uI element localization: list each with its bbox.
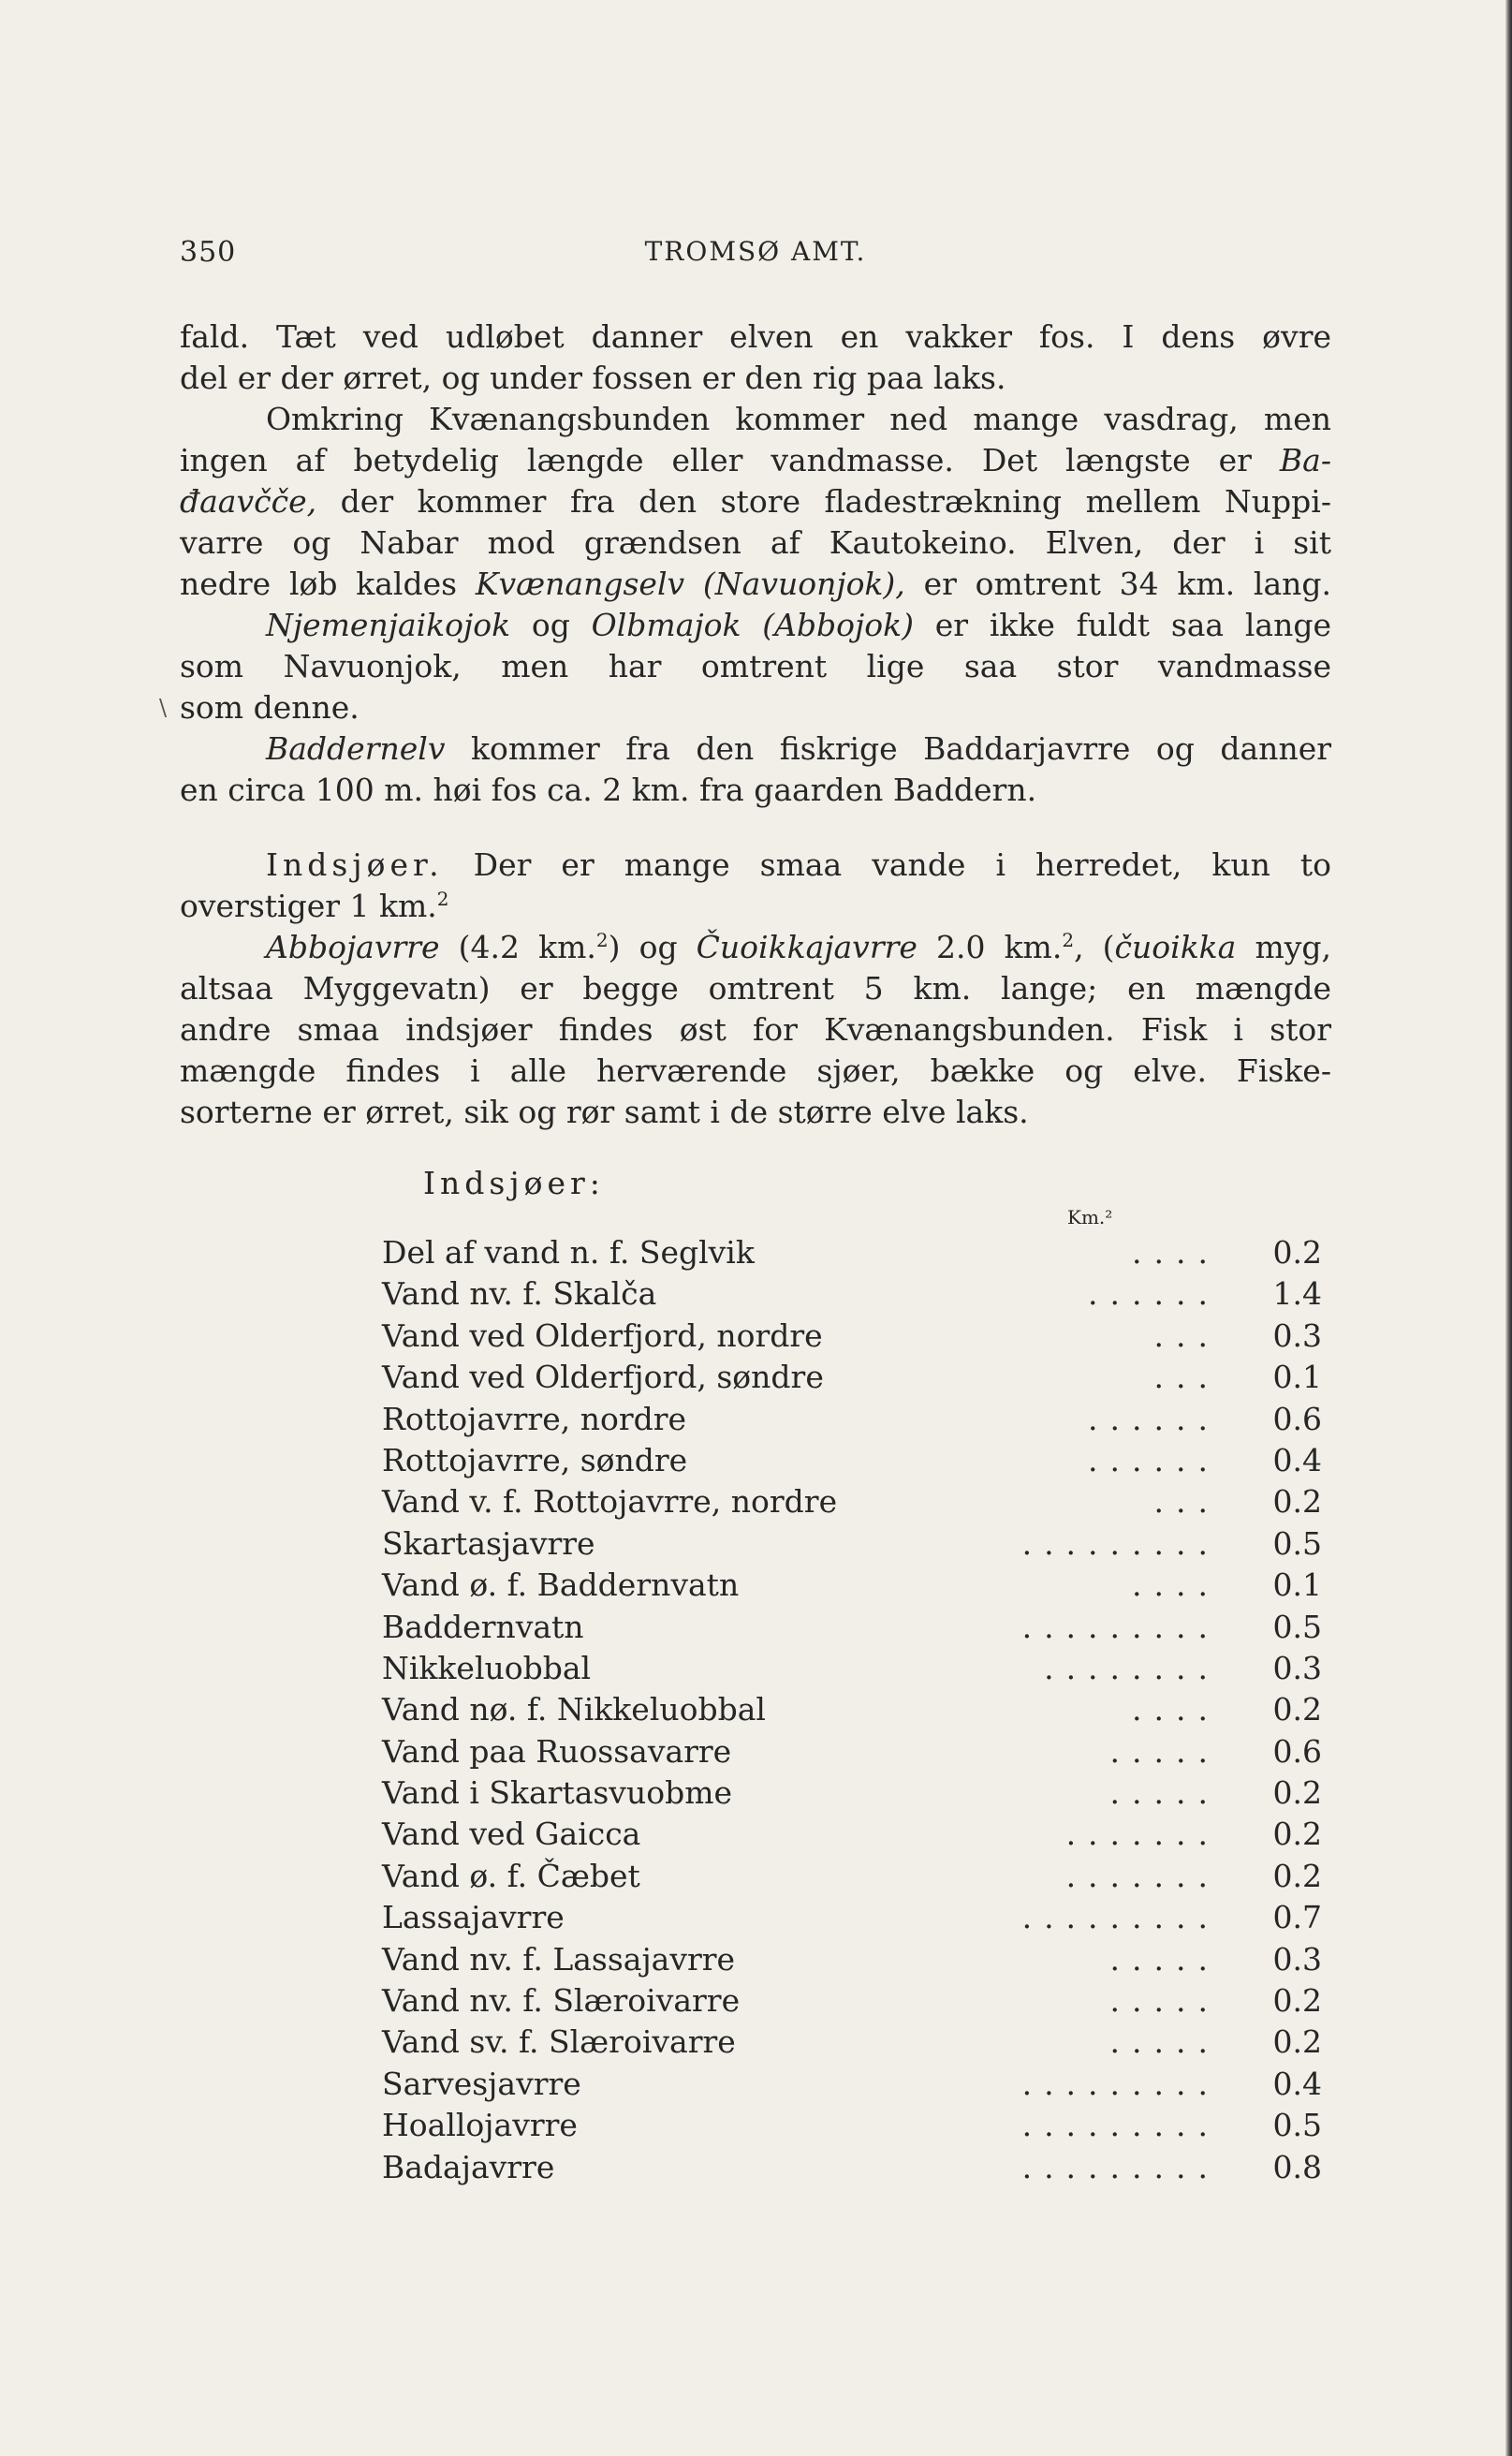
page-number: 350 [180, 236, 237, 269]
lake-area: 0.5 [1272, 1524, 1322, 1562]
lake-name: Skartasjavrre [382, 1524, 595, 1562]
lake-name: Vand nv. f. Slæroivarre [382, 1982, 741, 2020]
lake-name: Sarvesjavrre [382, 2065, 581, 2102]
margin-mark: \ [159, 695, 168, 721]
text-line: mængde findes i alle herværende sjøer, bække og elve. Fiske- [180, 1052, 1331, 1089]
lake-area: 0.2 [1272, 1691, 1322, 1728]
leader-dots: ......... [1021, 2065, 1220, 2102]
leader-dots: ....... [1065, 1857, 1220, 1894]
lake-name: Del af vand n. f. Seglvik [382, 1234, 755, 1271]
lake-name: Vand nø. f. Nikkeluobbal [382, 1691, 766, 1728]
lake-area: 1.4 [1272, 1275, 1322, 1313]
table-row [382, 1273, 1337, 1315]
text-line: som Navuonjok, men har omtrent lige saa stor vandmasse [180, 648, 1331, 684]
leader-dots: .... [1132, 1566, 1220, 1604]
leader-dots: ..... [1109, 2023, 1220, 2061]
table-row [382, 1648, 1337, 1689]
leader-dots: ...... [1088, 1400, 1220, 1437]
lake-area: 0.2 [1272, 1857, 1322, 1894]
lake-name: Vand ved Olderfjord, nordre [382, 1316, 823, 1354]
leader-dots: ...... [1088, 1275, 1220, 1313]
page-edge [1505, 0, 1512, 2456]
text-line: Omkring Kvænangsbunden kommer ned mange vasdrag, men [266, 401, 1331, 437]
text-line: Indsjøer. Der er mange smaa vande i herredet, kun to [266, 846, 1331, 883]
lake-name: Nikkeluobbal [382, 1649, 592, 1686]
lake-area: 0.6 [1272, 1400, 1322, 1437]
lake-name: Badajavrre [382, 2148, 555, 2185]
leader-dots: ..... [1109, 1774, 1220, 1812]
lake-area: 0.8 [1272, 2148, 1322, 2185]
leader-dots: ..... [1109, 1982, 1220, 2020]
leader-dots: ......... [1021, 1524, 1220, 1562]
table-row [382, 1772, 1337, 1814]
table-row [382, 2147, 1337, 2188]
leader-dots: ... [1153, 1359, 1220, 1396]
lake-area: 0.2 [1272, 1774, 1322, 1812]
lake-name: Vand nv. f. Lassajavrre [382, 1940, 736, 1978]
lake-area: 0.5 [1272, 1608, 1322, 1645]
table-row [382, 1897, 1337, 1938]
lake-name: Vand v. f. Rottojavrre, nordre [382, 1483, 838, 1521]
lake-area: 0.2 [1272, 1982, 1322, 2020]
lake-name: Vand ved Gaicca [382, 1816, 641, 1853]
table-row [382, 2022, 1337, 2063]
table-row [382, 1232, 1337, 1273]
lake-name: Rottojavrre, søndre [382, 1441, 688, 1478]
leader-dots: ... [1153, 1483, 1220, 1521]
leader-dots: ......... [1021, 1608, 1220, 1645]
lake-area: 0.2 [1272, 1234, 1322, 1271]
text-line: Njemenjaikojok og Olbmajok (Abbojok) er ikke fuldt saa lange [266, 607, 1331, 643]
table-row [382, 1607, 1337, 1648]
table-row [382, 1440, 1337, 1481]
leader-dots: ......... [1021, 2148, 1220, 2185]
text-line: Abbojavrre (4.2 km.$^2$) og Čuoikkajavrre 2.0 km.$^2$, (čuoikka myg, [266, 929, 1332, 965]
table-row [382, 1980, 1337, 2022]
section-heading: Indsjøer. [266, 846, 444, 883]
leader-dots: ..... [1109, 1940, 1220, 1978]
table-row [382, 1731, 1337, 1772]
lake-area: 0.6 [1272, 1732, 1322, 1770]
running-header [180, 236, 1331, 273]
table-row [382, 2064, 1337, 2105]
lake-name: Rottojavrre, nordre [382, 1400, 687, 1437]
leader-dots: ......... [1021, 2107, 1220, 2144]
lake-name: Hoallojavrre [382, 2107, 578, 2144]
lake-area: 0.5 [1272, 2107, 1322, 2144]
leader-dots: ....... [1065, 1816, 1220, 1853]
lake-name: Baddernvatn [382, 1608, 584, 1645]
lake-area: 0.3 [1272, 1316, 1322, 1354]
table-row [382, 2105, 1337, 2146]
text-line: ingen af betydelig længde eller vandmasse. Det længste er Ba- [180, 442, 1331, 478]
lake-area: 0.4 [1272, 1441, 1322, 1478]
leader-dots: ...... [1088, 1441, 1220, 1478]
lake-area: 0.3 [1272, 1940, 1322, 1978]
text-line: fald. Tæt ved udløbet danner elven en vakker fos. I dens øvre [180, 318, 1331, 355]
text-line: sorterne er ørret, sik og rør samt i de større elve laks. [180, 1094, 1029, 1130]
text-line: del er der ørret, og under fossen er den rig paa laks. [180, 360, 1006, 396]
table-row [382, 1856, 1337, 1897]
lake-name: Vand ø. f. Baddernvatn [382, 1566, 740, 1604]
leader-dots: ........ [1044, 1649, 1220, 1686]
lake-area: 0.3 [1272, 1649, 1322, 1686]
table-row [382, 1689, 1337, 1730]
unit-label: Km.² [1067, 1206, 1113, 1228]
leader-dots: .... [1132, 1234, 1220, 1271]
table-row [382, 1316, 1337, 1357]
lake-name: Vand paa Ruossavarre [382, 1732, 732, 1770]
text-line: en circa 100 m. høi fos ca. 2 km. fra gaarden Baddern. [180, 772, 1037, 808]
text-line: nedre løb kaldes Kvænangselv (Navuonjok), er omtrent 34 km. lang. [180, 566, 1331, 602]
leader-dots: ..... [1109, 1732, 1220, 1770]
table-row [382, 1523, 1337, 1565]
text-line: overstiger 1 km.$^2$ [180, 888, 449, 924]
leader-dots: ... [1153, 1316, 1220, 1354]
lake-area: 0.7 [1272, 1899, 1322, 1936]
lake-area: 0.2 [1272, 1483, 1322, 1521]
lake-area: 0.2 [1272, 1816, 1322, 1853]
lake-area: 0.2 [1272, 2023, 1322, 2061]
text-line: đaavčče, der kommer fra den store fladestrækning mellem Nuppi- [180, 483, 1331, 520]
lake-area: 0.1 [1272, 1566, 1322, 1604]
lake-area: 0.1 [1272, 1359, 1322, 1396]
lake-name: Vand i Skartasvuobme [382, 1774, 733, 1812]
lake-name: Vand nv. f. Skalča [382, 1275, 657, 1313]
lake-name: Lassajavrre [382, 1899, 565, 1936]
text-line: varre og Nabar mod grændsen af Kautokeino. Elven, der i sit [180, 524, 1331, 561]
table-row [382, 1939, 1337, 1980]
leader-dots: ......... [1021, 1899, 1220, 1936]
text-line: altsaa Myggevatn) er begge omtrent 5 km. lange; en mængde [180, 970, 1331, 1007]
lake-name: Vand ø. f. Čæbet [382, 1857, 640, 1894]
lakes-heading: Indsjøer: [423, 1165, 605, 1201]
leader-dots: .... [1132, 1691, 1220, 1728]
table-row [382, 1357, 1337, 1398]
table-row [382, 1814, 1337, 1855]
text-line: Baddernelv kommer fra den fiskrige Baddarjavrre og danner [266, 730, 1331, 767]
lake-area: 0.4 [1272, 2065, 1322, 2102]
text-line: \ som denne. [180, 687, 1331, 728]
table-row [382, 1399, 1337, 1440]
lake-name: Vand sv. f. Slæroivarre [382, 2023, 736, 2061]
text-line: andre smaa indsjøer findes øst for Kvænangsbunden. Fisk i stor [180, 1011, 1331, 1048]
lake-name: Vand ved Olderfjord, søndre [382, 1359, 824, 1396]
table-row [382, 1481, 1337, 1522]
lakes-table [382, 1232, 1337, 2188]
body-text [159, 316, 1332, 1133]
table-row [382, 1565, 1337, 1606]
running-title: TROMSØ AMT. [644, 236, 867, 267]
